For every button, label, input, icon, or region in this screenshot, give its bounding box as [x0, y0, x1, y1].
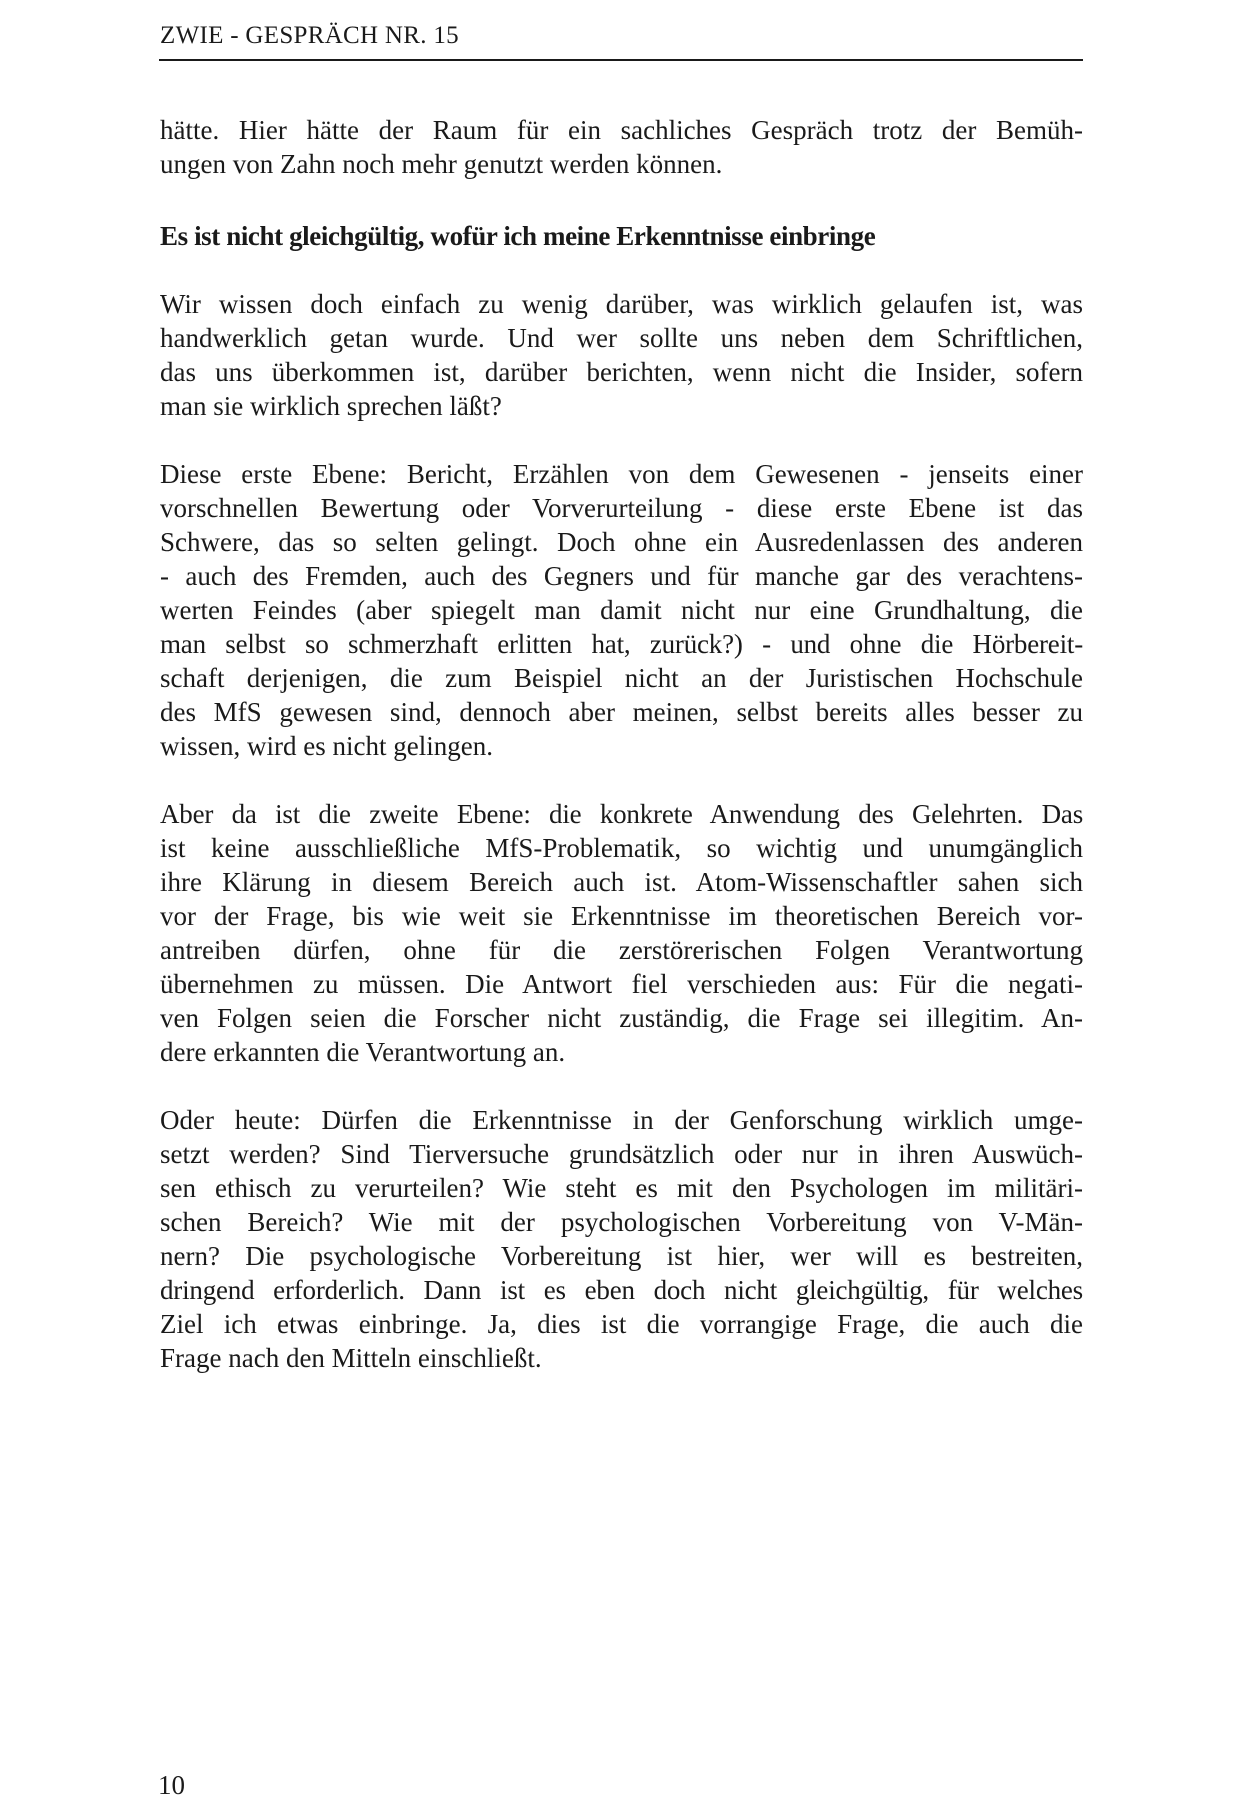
text-line: nern? Die psychologische Vorbereitung ist hier, wer will es bestreiten, [160, 1241, 1083, 1271]
text-line: Wir wissen doch einfach zu wenig darüber, was wirklich gelaufen ist, was [160, 289, 1083, 319]
text-line: hätte. Hier hätte der Raum für ein sachliches Gespräch trotz der Bemüh- [160, 115, 1083, 145]
text-line: dere erkannten die Verantwortung an. [160, 1037, 566, 1067]
text-line: sen ethisch zu verurteilen? Wie steht es mit den Psychologen im militäri- [160, 1173, 1083, 1203]
text-line: handwerklich getan wurde. Und wer sollte uns neben dem Schriftlichen, [160, 323, 1083, 353]
spacer [160, 1069, 1083, 1103]
running-head: ZWIE - GESPRÄCH NR. 15 [160, 22, 459, 49]
body-text [160, 113, 1083, 1375]
text-line: vor der Frage, bis wie weit sie Erkenntnisse im theoretischen Bereich vor- [160, 901, 1083, 931]
section-heading: Es ist nicht gleichgültig, wofür ich meine Erkenntnisse einbringe [160, 221, 876, 251]
paragraph [160, 287, 1083, 423]
text-line: Oder heute: Dürfen die Erkenntnisse in der Genforschung wirklich umge- [160, 1105, 1083, 1135]
text-line: ungen von Zahn noch mehr genutzt werden können. [160, 149, 723, 179]
spacer [160, 253, 1083, 287]
paragraph [160, 457, 1083, 763]
text-line: Ziel ich etwas einbringe. Ja, dies ist die vorrangige Frage, die auch die [160, 1309, 1083, 1339]
text-line: schaft derjenigen, die zum Beispiel nicht an der Juristischen Hochschule [160, 663, 1083, 693]
text-line: dringend erforderlich. Dann ist es eben doch nicht gleichgültig, für welches [160, 1275, 1083, 1305]
spacer [160, 181, 1083, 219]
spacer [160, 423, 1083, 457]
spacer [160, 763, 1083, 797]
text-line: Aber da ist die zweite Ebene: die konkrete Anwendung des Gelehrten. Das [160, 799, 1083, 829]
text-line: wissen, wird es nicht gelingen. [160, 731, 493, 761]
text-line: setzt werden? Sind Tierversuche grundsätzlich oder nur in ihren Auswüch- [160, 1139, 1083, 1169]
text-line: übernehmen zu müssen. Die Antwort fiel verschieden aus: Für die negati- [160, 969, 1083, 999]
page-number: 10 [158, 1770, 185, 1800]
text-line: Frage nach den Mitteln einschließt. [160, 1343, 542, 1373]
header-rule [159, 59, 1083, 61]
text-line: - auch des Fremden, auch des Gegners und für manche gar des verachtens- [160, 561, 1083, 591]
text-line: antreiben dürfen, ohne für die zerstörerischen Folgen Verantwortung [160, 935, 1083, 965]
text-line: Schwere, das so selten gelingt. Doch ohne ein Ausredenlassen des anderen [160, 527, 1083, 557]
text-line: vorschnellen Bewertung oder Vorverurteilung - diese erste Ebene ist das [160, 493, 1083, 523]
text-line: werten Feindes (aber spiegelt man damit nicht nur eine Grundhaltung, die [160, 595, 1083, 625]
paragraph [160, 1103, 1083, 1375]
paragraph [160, 113, 1083, 181]
text-line: ihre Klärung in diesem Bereich auch ist. Atom-Wissenschaftler sahen sich [160, 867, 1083, 897]
text-line: ven Folgen seien die Forscher nicht zuständig, die Frage sei illegitim. An- [160, 1003, 1083, 1033]
text-line: man sie wirklich sprechen läßt? [160, 391, 502, 421]
text-line: man selbst so schmerzhaft erlitten hat, zurück?) - und ohne die Hörbereit- [160, 629, 1083, 659]
text-line: des MfS gewesen sind, dennoch aber meinen, selbst bereits alles besser zu [160, 697, 1083, 727]
text-line: ist keine ausschließliche MfS-Problematik, so wichtig und unumgänglich [160, 833, 1083, 863]
text-line: schen Bereich? Wie mit der psychologischen Vorbereitung von V-Män- [160, 1207, 1083, 1237]
text-line: das uns überkommen ist, darüber berichten, wenn nicht die Insider, sofern [160, 357, 1083, 387]
text-line: Diese erste Ebene: Bericht, Erzählen von dem Gewesenen - jenseits einer [160, 459, 1083, 489]
paragraph [160, 797, 1083, 1069]
